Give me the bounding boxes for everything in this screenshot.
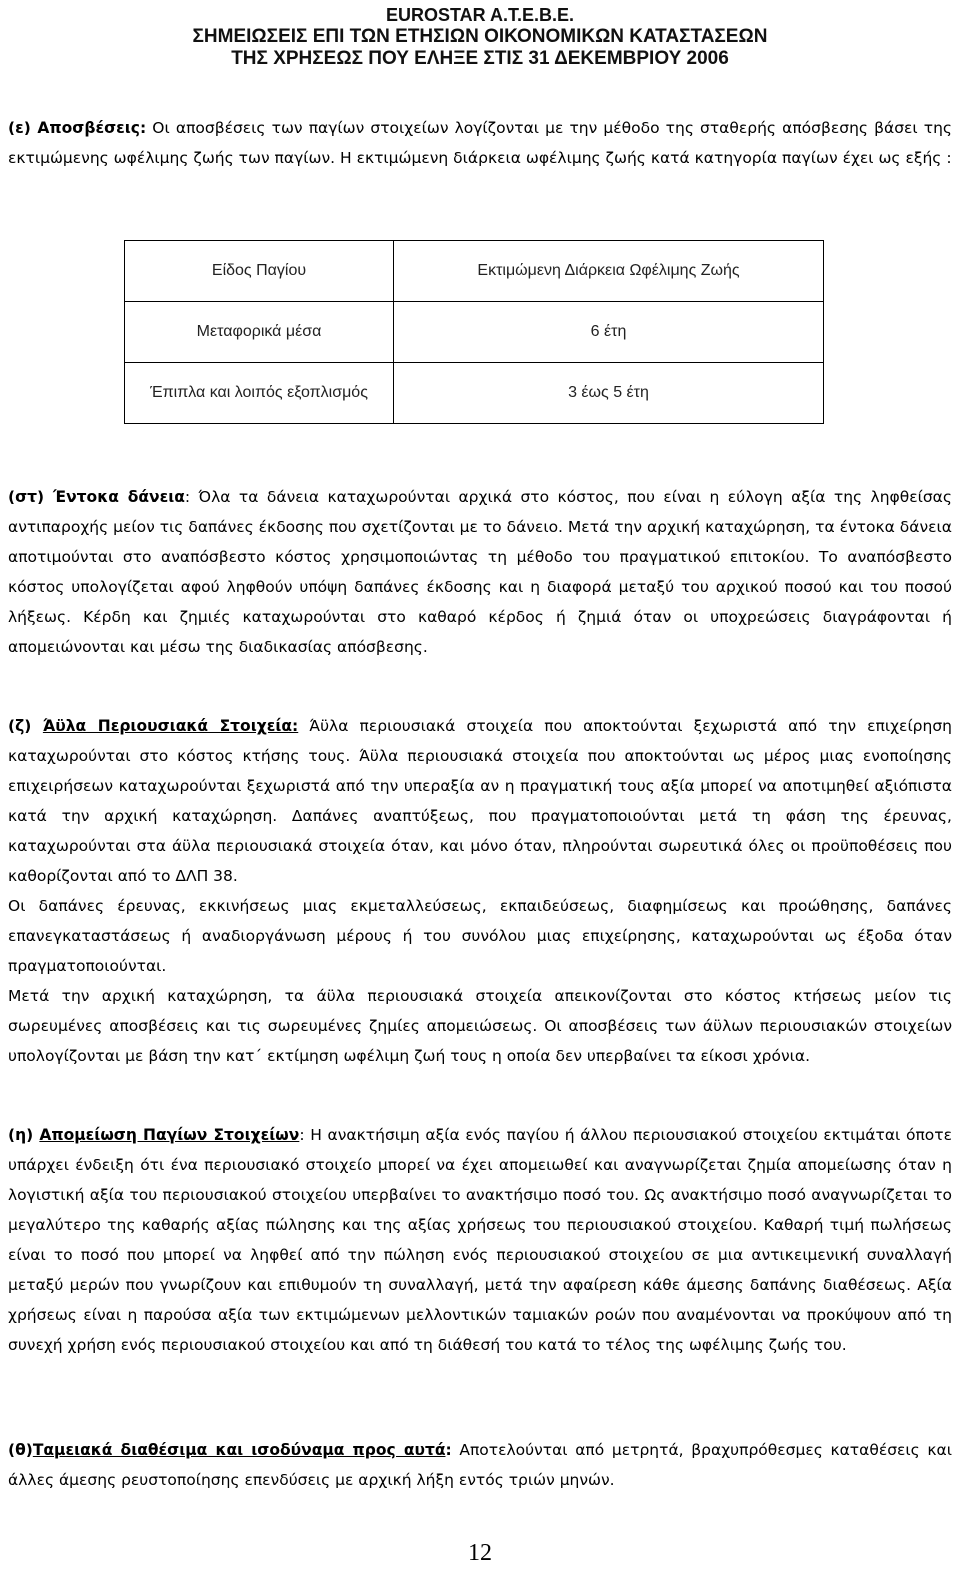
table-header-cell: Εκτιμώμενη Διάρκεια Ωφέλιμης Ζωής (394, 241, 824, 302)
section-intangible-assets (8, 711, 952, 1071)
section-impairment (8, 1120, 952, 1360)
section-heading-prefix: (ζ) (8, 717, 43, 735)
page-number: 12 (468, 1540, 492, 1566)
paragraph: Οι δαπάνες έρευνας, εκκινήσεως μιας εκμεταλλεύσεως, εκπαιδεύσεως, διαφημίσεως και προώθησης, δαπάνες επανεγκαταστάσεως ή αναδιοργάνωση μέρους ή του συνόλου μιας επιχείρησης, καταχωρούνται ως έξοδα όταν πραγματοποιούνται. (8, 897, 952, 975)
section-heading: (ε) Αποσβέσεις: (8, 119, 147, 137)
asset-life-table (124, 240, 824, 424)
table-cell: Μεταφορικά μέσα (125, 302, 394, 363)
section-heading: Ταμειακά διαθέσιμα και ισοδύναμα προς αυτά (32, 1441, 446, 1459)
section-heading-prefix: (η) (8, 1126, 40, 1144)
section-heading: (στ) Έντοκα δάνεια (8, 488, 185, 506)
document-header (0, 4, 960, 70)
table-header-cell: Είδος Παγίου (125, 241, 394, 302)
section-text: Άϋλα περιουσιακά στοιχεία που αποκτούνται ξεχωριστά από την επιχείρηση καταχωρούνται στο κόστος κτήσης τους. Άϋλα περιουσιακά στοιχεία που αποκτούνται ως μέρος μιας ενοποίησης επιχειρήσεων καταχωρούνται ξεχωριστά από την υπεραξία αν η πραγματική τους αξία μπορεί να αποτιμηθεί αξιόπιστα κατά την αρχική καταχώρηση. Δαπάνες αναπτύξεως, που πραγματοποιούνται μετά τη φάση της έρευνας, καταχωρούνται στα άϋλα περιουσιακά στοιχεία όταν, και μόνο όταν, πληρούνται σωρευτικά όλες οι προϋποθέσεις που καθορίζονται από το ΔΛΠ 38. (8, 717, 952, 885)
section-heading: Άϋλα Περιουσιακά Στοιχεία: (42, 717, 299, 735)
company-name: EUROSTAR A.T.E.B.E. (385, 5, 574, 25)
header-title: ΣΗΜΕΙΩΣΕΙΣ ΕΠΙ ΤΩΝ ΕΤΗΣΙΩΝ ΟΙΚΟΝΟΜΙΚΩΝ ΚΑΤΑΣΤΑΣΕΩΝ (192, 26, 768, 47)
section-heading-suffix: : (445, 1441, 452, 1459)
table-header-row (125, 241, 824, 302)
table-cell: 6 έτη (394, 302, 824, 363)
section-heading-prefix: (θ) (8, 1441, 33, 1459)
table-cell: 3 έως 5 έτη (394, 363, 824, 424)
section-cash (8, 1435, 952, 1495)
table-row (125, 302, 824, 363)
header-subtitle: ΤΗΣ ΧΡΗΣΕΩΣ ΠΟΥ ΕΛΗΞΕ ΣΤΙΣ 31 ΔΕΚΕΜΒΡΙΟΥ 2006 (231, 48, 729, 69)
section-interest-loans (8, 482, 952, 662)
paragraph (8, 711, 952, 891)
paragraph: Μετά την αρχική καταχώρηση, τα άϋλα περιουσιακά στοιχεία απεικονίζονται στο κόστος κτήσεως μείον τις σωρευμένες αποσβέσεις και τις σωρευμένες ζημίες απομειώσεως. Οι αποσβέσεις των άϋλων περιουσιακών στοιχείων υπολογίζονται με βάση την κατ΄ εκτίμηση ωφέλιμη ζωή τους η οποία δεν υπερβαίνει τα είκοσι χρόνια. (8, 987, 952, 1065)
section-text: : Η ανακτήσιμη αξία ενός παγίου ή άλλου περιουσιακού στοιχείου εκτιμάται όποτε υπάρχει ένδειξη ότι ένα περιουσιακό στοιχείο μπορεί να έχει απομειωθεί και αναγνωρίζεται ζημία απομείωσης όταν η λογιστική αξία του περιουσιακού στοιχείου υπερβαίνει το ανακτήσιμο ποσό του. Ως ανακτήσιμο ποσό αναγνωρίζεται το μεγαλύτερο της καθαρής αξίας πώλησης και της αξίας χρήσεως του περιουσιακού στοιχείου. Καθαρή τιμή πωλήσεως είναι το ποσό που μπορεί να ληφθεί από την πώληση ενός περιουσιακού στοιχείου σε μια αντικειμενική συναλλαγή μεταξύ μερών που γνωρίζουν και επιθυμούν τη συναλλαγή, μετά την αφαίρεση κάθε άμεσης δαπάνης διαθέσεως. Αξία χρήσεως είναι η παρούσα αξία των εκτιμώμενων μελλοντικών ταμιακών ροών που αναμένονται να προκύψουν από τη συνεχή χρήση ενός περιουσιακού στοιχείου και από τη διάθεσή του κατά το τέλος της ωφέλιμης ζωής του. (8, 1126, 952, 1354)
table-cell: Έπιπλα και λοιπός εξοπλισμός (125, 363, 394, 424)
section-text: Οι αποσβέσεις των παγίων στοιχείων λογίζονται με την μέθοδο της σταθερής απόσβεσης βάσει της εκτιμώμενης ωφέλιμης ζωής των παγίων. Η εκτιμώμενη διάρκεια ωφέλιμης ζωής κατά κατηγορία παγίων έχει ως εξής : (8, 119, 952, 167)
table-row (125, 363, 824, 424)
section-text: Αποτελούνται από μετρητά, βραχυπρόθεσμες καταθέσεις και άλλες άμεσης ρευστοποίησης επενδύσεις με αρχική λήξη εντός τριών μηνών. (8, 1441, 952, 1489)
section-depreciation (8, 113, 952, 173)
section-text: : Όλα τα δάνεια καταχωρούνται αρχικά στο κόστος, που είναι η εύλογη αξία της ληφθείσας αντιπαροχής μείον τις δαπάνες έκδοσης που σχετίζονται με το δάνειο. Μετά την αρχική καταχώρηση, τα έντοκα δάνεια αποτιμούνται στο αναπόσβεστο κόστος χρησιμοποιώντας τη μέθοδο του πραγματικού επιτοκίου. Το αναπόσβεστο κόστος υπολογίζεται αφού ληφθούν υπόψη δαπάνες έκδοσης και η διαφορά μεταξύ του αρχικού ποσού και του ποσού λήξεως. Κέρδη και ζημιές καταχωρούνται στο καθαρό κέρδος ή ζημιά όταν οι υποχρεώσεις διαγράφονται ή απομειώνονται και μέσω της διαδικασίας απόσβεσης. (8, 488, 952, 656)
section-heading: Απομείωση Παγίων Στοιχείων (39, 1126, 300, 1144)
